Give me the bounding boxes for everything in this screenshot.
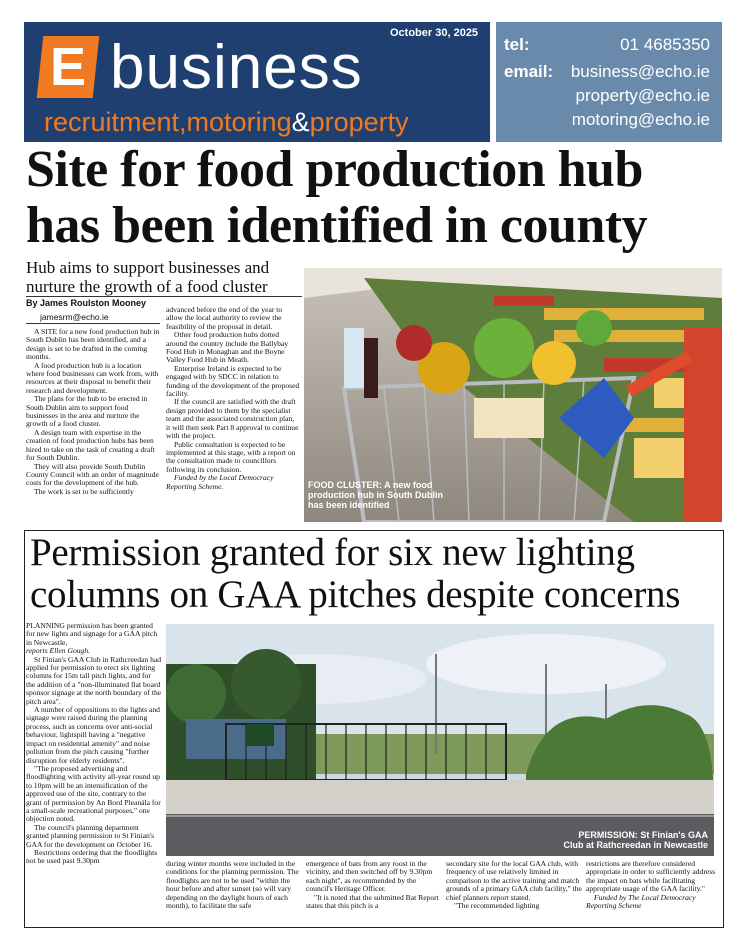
article2-headline: Permission granted for six new lighting columns on GAA pitches despite concerns xyxy=(30,531,681,616)
brand-title: business xyxy=(110,33,363,102)
article1-credit: Funded by the Local Democracy Reporting Scheme. xyxy=(166,473,274,491)
email-property[interactable]: property@echo.ie xyxy=(575,86,710,105)
article2-column-1: PLANNING permission has been granted for new lights and signage for a GAA pitch in Newcastle, reports Ellen Gough. St Finian's GAA Club in Rathcreedan had applied for permission to erect six lighting columns for 15m tall pitch lights, and for the addition of a "non-illuminated flat board sponsor signage at the north boundary of the pitch area". A number of oppositions to the lights and signage were raised during the planning process, such as concerns over anti-social behaviour, lightspill having a "negative impact on residential amenity" and noise pollution from the pitch causing "further disruption for elderly residents". "The proposed advertising and floodlighting with activity all-year round up to 10pm will be an intensification of the approved use of the site, contrary to the grant of permission by An Bord Pleanála for a small-scale recreational purposes," one objection noted. The council's planning department granted planning permission to St Finian's GAA for the development on October 16. Restrictions ordering that the floodlights not be used past 9.30pm xyxy=(26,621,162,866)
gaa-pitch-photo xyxy=(166,624,714,856)
tel-label: tel: xyxy=(504,35,530,54)
article2-column-4: secondary site for the local GAA club, with frequency of use relatively limited in comparison to the active training and match grounds of a primary GAA club facility," the chief planners report stated. "The recommended lighting xyxy=(446,859,582,911)
article1-column-1: A SITE for a new food production hub in South Dublin has been identified, and a design is set to be drafted in the coming months. A food production hub is a location where food businesses can work from, with resources at their disposal to benefit their research and development. The plans for the hub to be erected in South Dublin aim to support food businesses in the area and nurture the growth of a food cluster. A design team with expertise in the creation of food production hubs has been hired to take on the task of creating a draft for South Dublin. They will also provide South Dublin County Council with an order of magnitude costs for the development of the hub. The work is set to be sufficiently xyxy=(26,327,160,496)
echo-logo-icon: E xyxy=(37,36,100,98)
photo2-caption: PERMISSION: St Finian's GAA Club at Rathcreedan in Newcastle xyxy=(563,830,708,850)
divider xyxy=(26,323,160,324)
article1-subhead: Hub aims to support businesses and nurture the growth of a food cluster xyxy=(26,258,270,296)
divider xyxy=(26,296,302,297)
article2-credit: Funded by The Local Democracy Reporting Scheme xyxy=(586,892,696,911)
article1-column-2: advanced before the end of the year to allow the local authority to review the feasibility of the proposal in detail. Other food production hubs dotted around the country include the Ballybay Food Hub in Monaghan and the Boyne Valley Food Hub in Meath. Enterprise Ireland is expected to be engaged with by SDCC in relation to funding of the development of the proposed facility. If the council are satisfied with the draft design provided to them by the specialist team and the associated construction plan, it will then seek Part 8 approval to continue with the project. Public consultation is expected to be implemented at this stage, with a report on the consultation made to councillors following its conclusion. Funded by the Local Democracy Reporting Scheme. xyxy=(166,305,300,491)
email-label: email: xyxy=(504,62,554,81)
contact-box xyxy=(496,22,722,142)
supermarket-trolley-photo xyxy=(304,268,722,522)
article1-author-email[interactable]: jamesrm@echo.ie xyxy=(40,312,109,322)
email-business[interactable]: business@echo.ie xyxy=(570,62,710,81)
article1-byline: By James Roulston Mooney xyxy=(26,298,147,308)
article2-column-5: restrictions are therefore considered appropriate in order to sufficiently address the impact on bats while facilitating appropriate usage of the GAA facility." Funded by The Local Democracy Reporting Scheme xyxy=(586,860,720,910)
issue-date: October 30, 2025 xyxy=(390,27,479,39)
article2-column-3: emergence of bats from any roost in the vicinity, and then switched off by 9.30pm each night", as recommended by the council's Heritage Officer. "It is noted that the submitted Bat Report states that this pitch is a xyxy=(306,859,439,911)
tel-number[interactable]: 01 4685350 xyxy=(620,35,710,54)
masthead-tagline: recruitment,motoring&property xyxy=(44,107,409,137)
article2-column-2: during winter months were included in the conditions for the planning permission. The floodlights are not to be used "within the hour before and after sunset (so will vary depending on the daylight hours of each month), to facilitate the safe xyxy=(166,859,299,911)
photo1-caption: FOOD CLUSTER: A new food production hub in South Dublin has been identified xyxy=(308,480,443,510)
email-motoring[interactable]: motoring@echo.ie xyxy=(571,110,710,129)
article1-headline: Site for food production hub has been identified in county xyxy=(26,141,648,254)
